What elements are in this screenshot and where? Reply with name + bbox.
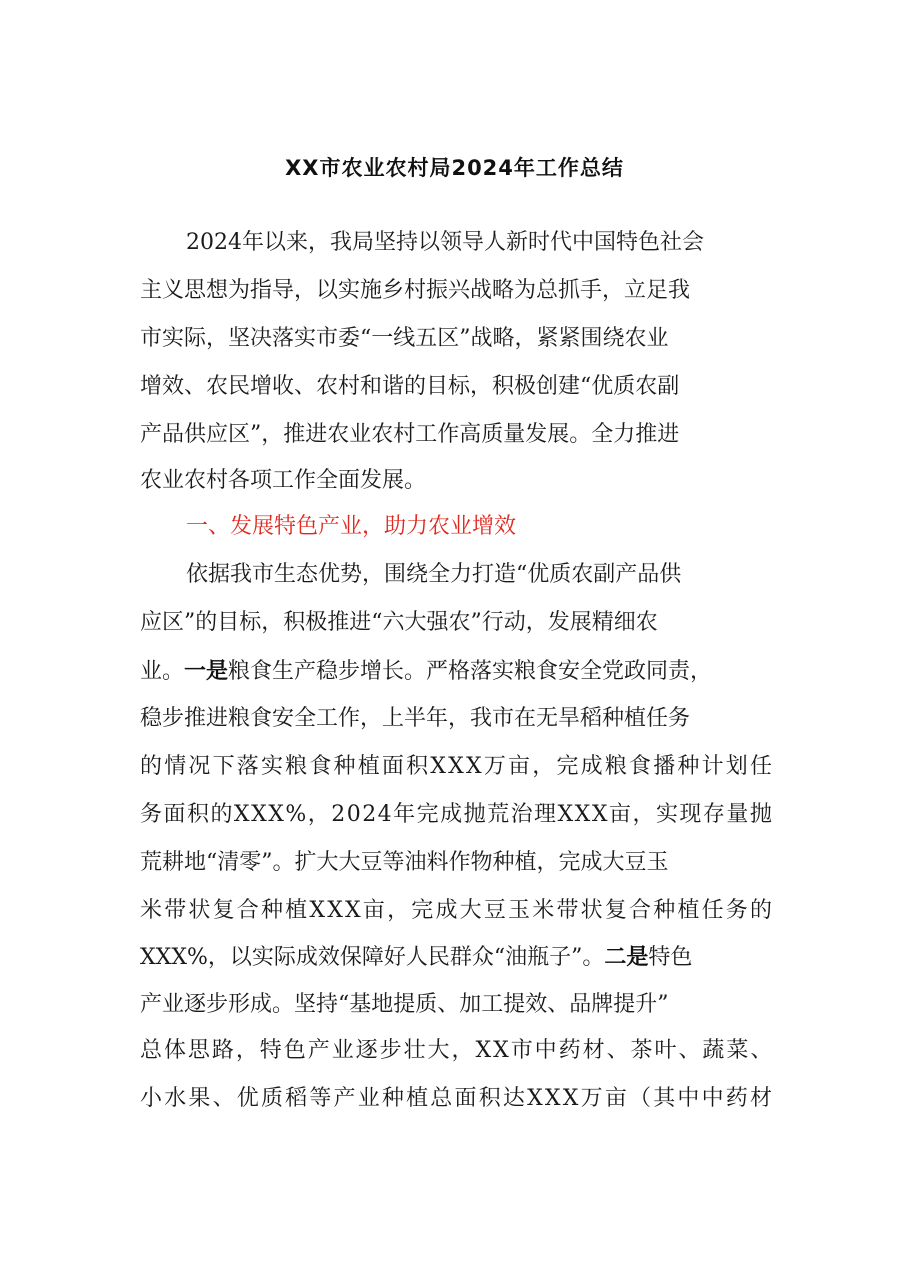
paragraph-line: 产品供应区”，推进农业农村工作高质量发展。全力推进 bbox=[140, 422, 680, 447]
paragraph-line: 2024年以来，我局坚持以领导人新时代中国特色社会 bbox=[186, 230, 704, 255]
line-text-before: 业。 bbox=[140, 659, 185, 684]
paragraph-line bbox=[140, 942, 692, 972]
line-text-after: 特色 bbox=[648, 945, 693, 970]
emphasis-text: 一是 bbox=[184, 658, 229, 684]
paragraph-line: 依据我市生态优势，围绕全力打造“优质农副产品供 bbox=[186, 562, 682, 587]
paragraph-line: 主义思想为指导，以实施乡村振兴战略为总抓手，立足我 bbox=[140, 278, 691, 303]
paragraph-line: 产业逐步形成。坚持“基地提质、加工提效、品牌提升” bbox=[140, 992, 669, 1017]
paragraph-line: 小水果、优质稻等产业种植总面积达XXX万亩（其中中药材 bbox=[140, 1086, 775, 1111]
paragraph-line: 总体思路，特色产业逐步壮大，XX市中药材、茶叶、蔬菜、 bbox=[140, 1038, 775, 1063]
paragraph-line: 市实际，坚决落实市委“一线五区”战略，紧紧围绕农业 bbox=[140, 326, 669, 351]
paragraph-line: 增效、农民增收、农村和谐的目标，积极创建“优质农副 bbox=[140, 374, 680, 399]
paragraph-line: 米带状复合种植XXX亩，完成大豆玉米带状复合种植任务的 bbox=[140, 898, 775, 923]
emphasis-text: 二是 bbox=[604, 944, 649, 970]
line-text-after: 粮食生产稳步增长。严格落实粮食安全党政同责， bbox=[228, 659, 713, 684]
paragraph-line: 农业农村各项工作全面发展。 bbox=[140, 468, 427, 493]
paragraph-line: 稳步推进粮食安全工作，上半年，我市在无旱稻种植任务 bbox=[140, 706, 691, 731]
paragraph-line bbox=[140, 656, 712, 686]
paragraph-line: 应区”的目标，积极推进“六大强农”行动，发展精细农 bbox=[140, 610, 658, 635]
line-text-before: XXX%，以实际成效保障好人民群众“油瓶子”。 bbox=[140, 945, 605, 970]
paragraph-line: 的情况下落实粮食种植面积XXX万亩，完成粮食播种计划任 bbox=[140, 754, 775, 779]
paragraph-line: 务面积的XXX%，2024年完成抛荒治理XXX亩，实现存量抛 bbox=[140, 802, 774, 827]
section-heading: 一、发展特色产业，助力农业增效 bbox=[186, 514, 517, 539]
paragraph-line: 荒耕地“清零”。扩大大豆等油料作物种植，完成大豆玉 bbox=[140, 850, 669, 875]
document-title: XX市农业农村局2024年工作总结 bbox=[285, 156, 624, 180]
